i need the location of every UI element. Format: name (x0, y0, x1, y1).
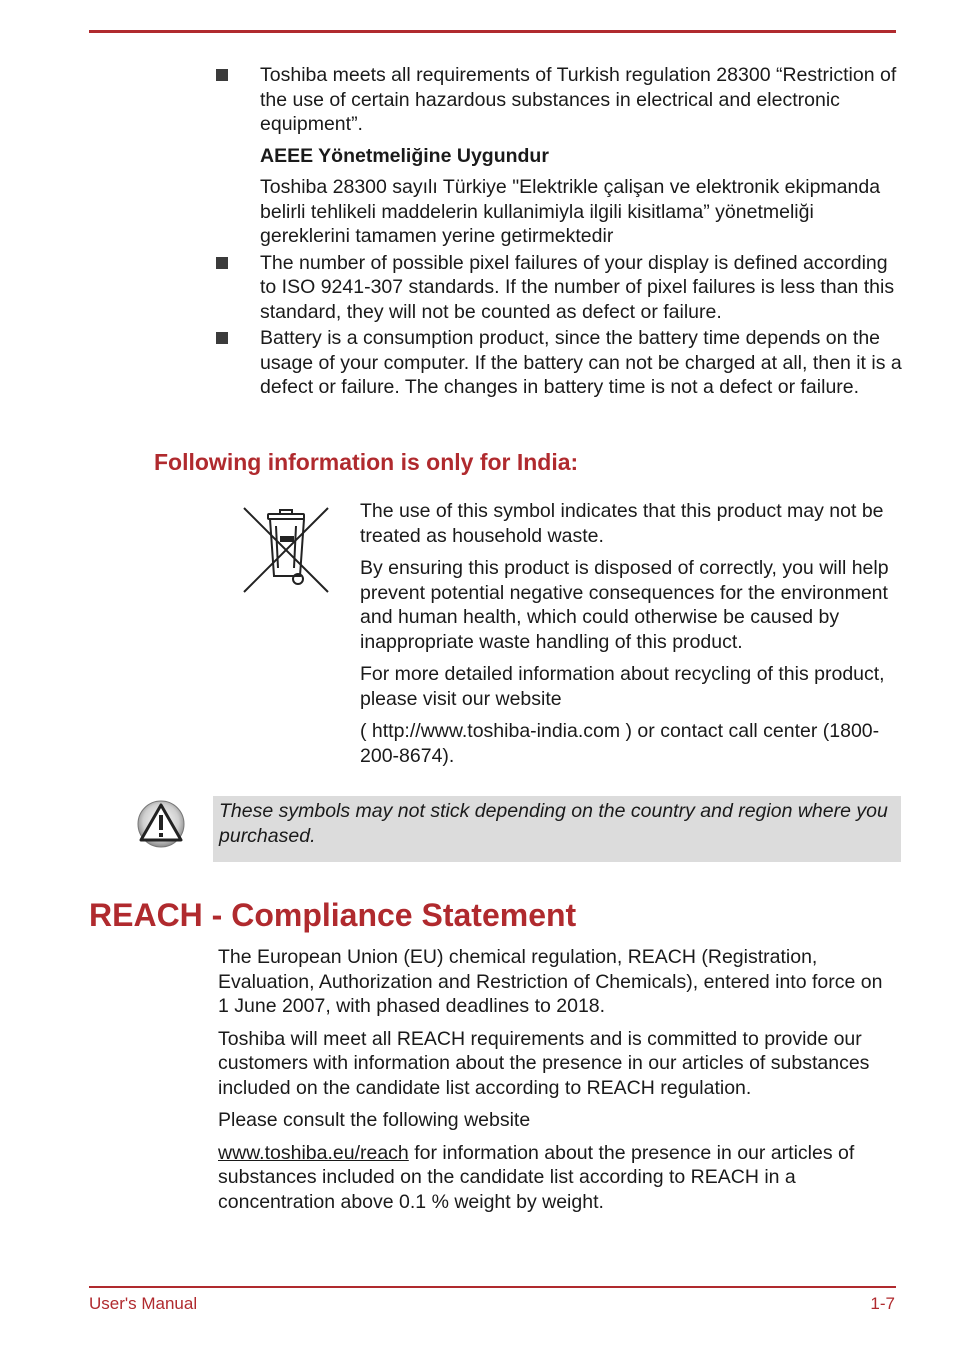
reach-section-heading: REACH - Compliance Statement (89, 897, 577, 933)
list-item-text: Battery is a consumption product, since the battery time depends on the usage of your computer. If the battery can not be charged at all, then it is a defect or failure. The changes in battery time is not a defect or failure. (260, 327, 902, 398)
note-box (213, 796, 901, 862)
paragraph (218, 1141, 898, 1215)
warning-triangle-icon (136, 798, 186, 850)
crossed-out-wheelie-bin-icon (240, 504, 332, 596)
paragraph: By ensuring this product is disposed of correctly, you will help prevent potential negative consequences for the environment and human health, which could otherwise be caused by inappropriate waste handling of this product. (360, 557, 889, 653)
paragraph-text: for information about the presence in our articles of substances included on the candidate list according to REACH in a concentration above 0.1 % weight by weight. (218, 1141, 855, 1213)
footer-manual-title: User's Manual (89, 1294, 198, 1313)
india-recycling-text (360, 499, 900, 776)
bullet-square-icon (216, 69, 228, 81)
footer-page-number: 1-7 (870, 1294, 895, 1313)
bullet-square-icon (216, 257, 228, 269)
note-text: These symbols may not stick depending on the country and region where you purchased. (219, 800, 888, 847)
requirements-list (216, 63, 906, 402)
list-item (216, 251, 906, 325)
paragraph: The use of this symbol indicates that this product may not be treated as household waste. (360, 500, 884, 547)
list-item (216, 63, 906, 249)
bullet-square-icon (216, 332, 228, 344)
list-item-subtext: Toshiba 28300 sayılı Türkiye "Elektrikle çalişan ve elektronik ekipmanda belirli tehlikeli maddelerin kullanimiyla ilgili kisitlama” yönetmeliği gereklerini tamamen yerine getirmektedir (260, 176, 881, 247)
paragraph: Toshiba will meet all REACH requirements and is committed to provide our customers with information about the presence in our articles of substances included on the candidate list according to REACH regulation. (218, 1027, 870, 1099)
paragraph: The European Union (EU) chemical regulation, REACH (Registration, Evaluation, Authorization and Restriction of Chemicals), entered into force on 1 June 2007, with phased deadlines to 2018. (218, 946, 883, 1017)
reach-section-body (218, 945, 898, 1222)
header-rule (89, 30, 896, 33)
india-section-heading: Following information is only for India: (154, 449, 579, 475)
paragraph: Please consult the following website (218, 1109, 531, 1131)
list-item-text: Toshiba meets all requirements of Turkish regulation 28300 “Restriction of the use of certain hazardous substances in electrical and electronic equipment”. (260, 64, 897, 135)
footer-rule (89, 1286, 896, 1288)
paragraph: ( http://www.toshiba-india.com ) or contact call center (1800-200-8674). (360, 720, 880, 767)
list-item (216, 326, 906, 400)
reach-website-link[interactable]: www.toshiba.eu/reach (218, 1141, 409, 1164)
list-item-subheading: AEEE Yönetmeliğine Uygundur (260, 144, 549, 167)
paragraph: For more detailed information about recycling of this product, please visit our website (360, 663, 885, 710)
list-item-text: The number of possible pixel failures of your display is defined according to ISO 9241-307 standards. If the number of pixel failures is less than this standard, they will not be counted as defect or failure. (260, 251, 895, 323)
